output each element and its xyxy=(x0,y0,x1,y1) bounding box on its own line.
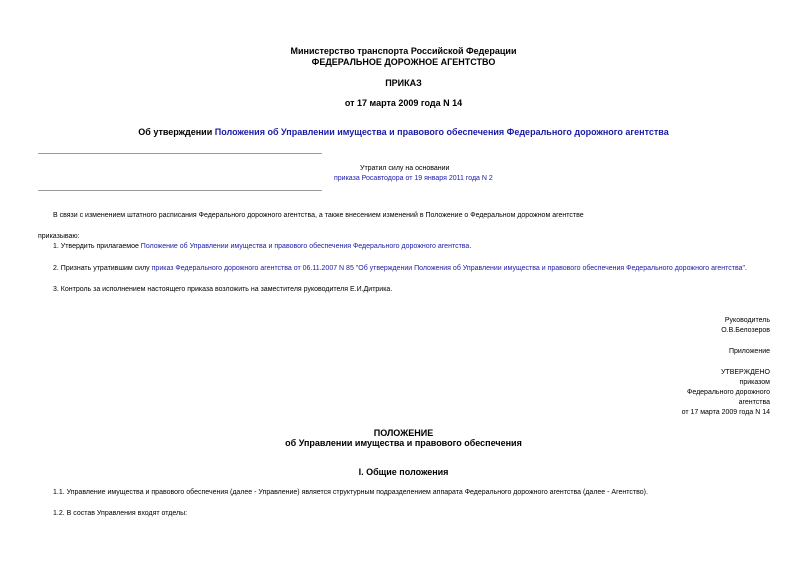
divider-top xyxy=(38,153,322,154)
paragraph-1-2: 1.2. В состав Управления входят отделы: xyxy=(53,510,188,517)
item2-prefix: 2. Признать утратившим силу xyxy=(53,265,152,272)
agency-name: ФЕДЕРАЛЬНОЕ ДОРОЖНОЕ АГЕНТСТВО xyxy=(311,57,496,67)
appendix-label: Приложение xyxy=(728,348,770,355)
revoked-note: Утратил силу на основании xyxy=(360,165,450,172)
approved-by-1: приказом xyxy=(739,379,770,386)
item1-link[interactable]: Положение об Управлении имущества и правового обеспечения Федерального дорожного агентства xyxy=(140,243,470,250)
order-item-2 xyxy=(53,265,747,272)
approved-by-2: Федерального дорожного xyxy=(687,389,770,396)
item2-link[interactable]: приказ Федерального дорожного агентства от 06.11.2007 N 85 "Об утверждении Положения об Управлении имущества и правового обеспечения Федерального дорожного агентства" xyxy=(151,265,745,272)
regulation-subtitle: об Управлении имущества и правового обеспечения xyxy=(285,438,522,448)
revoked-link[interactable]: приказа Росавтодора от 19 января 2011 года N 2 xyxy=(334,175,493,182)
document-title xyxy=(0,127,807,137)
approved-by-3: агентства xyxy=(738,399,770,406)
title-prefix: Об утверждении xyxy=(138,127,215,137)
document-type: ПРИКАЗ xyxy=(385,78,422,88)
item1-suffix: . xyxy=(469,243,472,250)
signature-name: О.В.Белозеров xyxy=(721,327,770,334)
item1-prefix: 1. Утвердить прилагаемое xyxy=(53,243,141,250)
document-date: от 17 марта 2009 года N 14 xyxy=(344,98,463,108)
title-link[interactable]: Положения об Управлении имущества и правового обеспечения Федерального дорожного агентства xyxy=(214,127,669,137)
approved-label: УТВЕРЖДЕНО xyxy=(720,369,770,376)
paragraph-1-1: 1.1. Управление имущества и правового обеспечения (далее - Управление) является структурным подразделением аппарата Федерального дорожного агентства (далее - Агентство). xyxy=(53,489,648,496)
item2-suffix: . xyxy=(744,265,747,272)
order-item-1 xyxy=(53,243,471,250)
ministry-name: Министерство транспорта Российской Федерации xyxy=(290,46,517,56)
preamble: В связи с изменением штатного расписания Федерального дорожного агентства, а также внесением изменений в Положение о Федеральном дорожном агентстве xyxy=(53,212,584,219)
approved-by-4: от 17 марта 2009 года N 14 xyxy=(681,409,770,416)
section-heading: I. Общие положения xyxy=(358,467,449,477)
order-word: приказываю: xyxy=(38,233,80,240)
regulation-title: ПОЛОЖЕНИЕ xyxy=(373,428,434,438)
order-item-3: 3. Контроль за исполнением настоящего приказа возложить на заместителя руководителя Е.И.Дитрика. xyxy=(53,286,393,293)
divider-bottom xyxy=(38,190,322,191)
signature-position: Руководитель xyxy=(724,317,770,324)
